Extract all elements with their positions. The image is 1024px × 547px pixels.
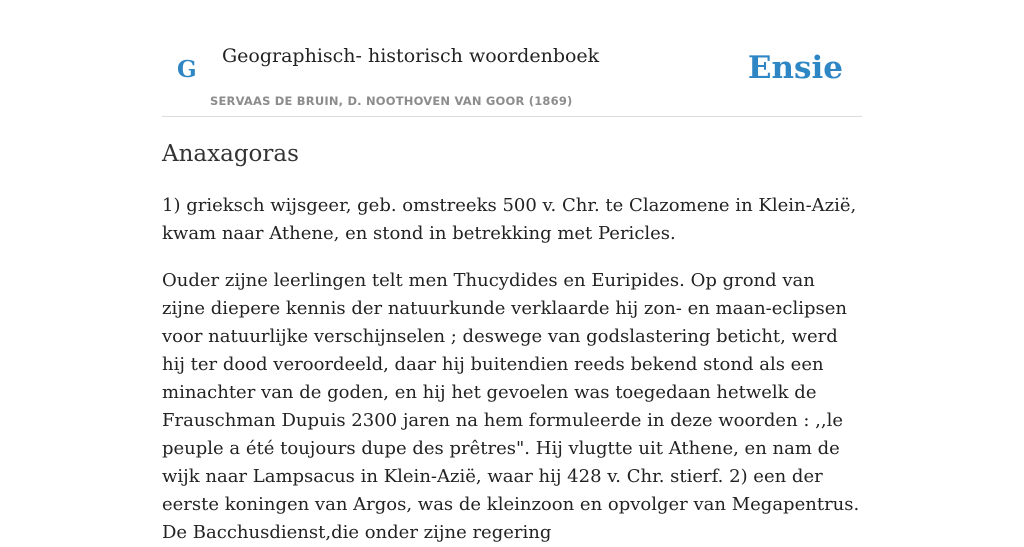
entry-title: Anaxagoras — [162, 141, 299, 167]
book-title-link[interactable]: Geographisch- historisch woordenboek — [222, 45, 600, 67]
article — [162, 136, 862, 547]
book-meta: SERVAAS DE BRUIN, D. NOOTHOVEN VAN GOOR (1869) — [210, 94, 573, 108]
paragraph: Ouder zijne leerlingen telt men Thucydides en Euripides. Op grond van zijne diepere kennis der natuurkunde verklaarde hij zon- en maan-eclipsen voor natuurlijke verschijnselen ; deswege van godslastering beticht, werd hij ter dood veroordeeld, daar hij buitendien reeds bekend stond als een minachter van de goden, en hij het gevoelen was toegedaan hetwelk de Frauschman Dupuis 2300 jaren na hem formuleerde in deze woorden : ,,le peuple a été toujours dupe des prêtres". Hij vlugtte uit Athene, en nam de wijk naar Lampsacus in Klein-Azië, waar hij 428 v. Chr. stierf. 2) een der eerste koningen van Argos, was de kleinzoon en opvolger van Megapentrus. De Bacchusdienst,die onder zijne regering — [162, 270, 860, 543]
book-initial-icon[interactable]: G — [177, 56, 197, 83]
ensie-logo[interactable]: Ensie — [747, 50, 843, 86]
paragraph: 1) grieksch wijsgeer, geb. omstreeks 500 v. Chr. te Clazomene in Klein-Azië, kwam naar Athene, en stond in betrekking met Pericles. — [162, 195, 857, 244]
header — [162, 0, 862, 117]
